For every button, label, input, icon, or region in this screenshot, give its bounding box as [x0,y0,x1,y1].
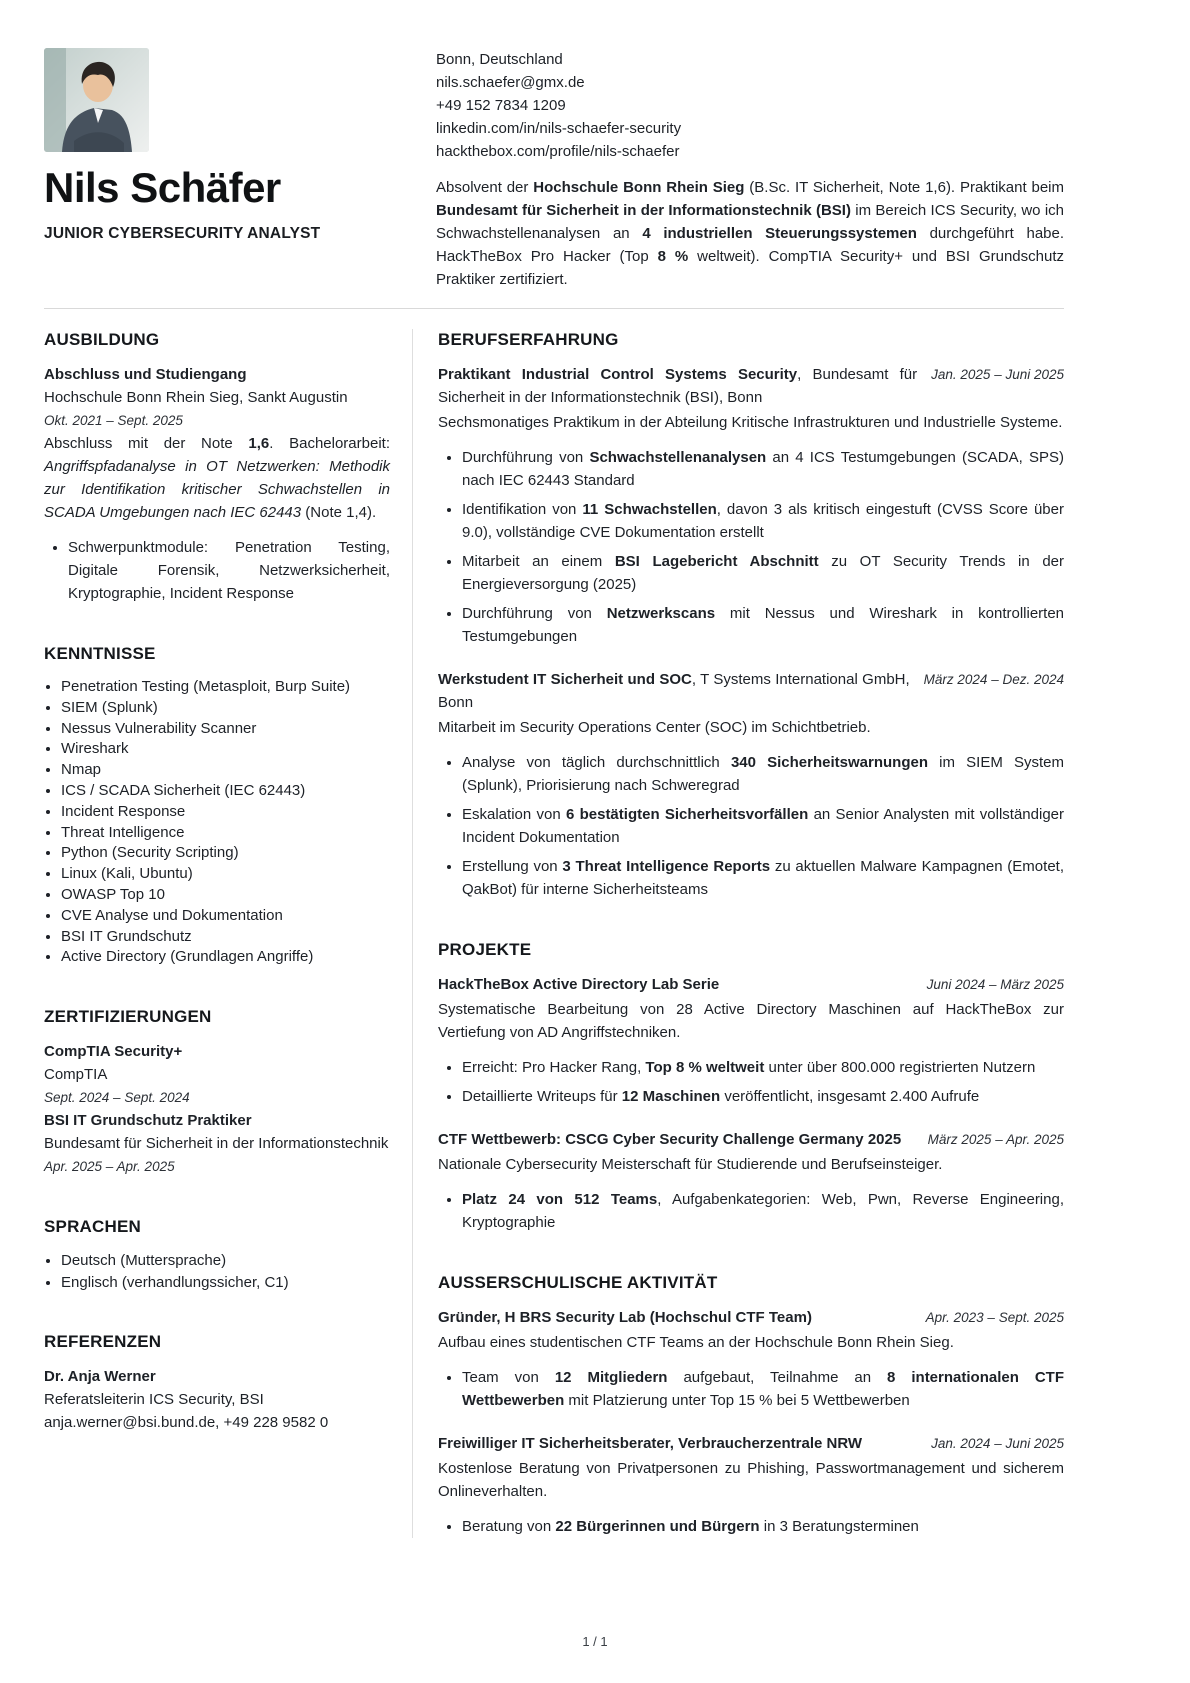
certification-item [44,1109,390,1178]
section-activities [438,1272,1064,1538]
header [0,0,1190,291]
project-title-text: CTF Wettbewerb: CSCG Cyber Security Challenge Germany 2025 [438,1131,902,1148]
left-column [44,329,390,1538]
person-name: Nils Schäfer [44,164,281,211]
certification-org: CompTIA [44,1066,108,1084]
list-item: • SIEM (Splunk) [61,698,390,719]
job-bullet-list [438,751,1064,901]
certification-item [44,1040,390,1109]
activity-bullet-list [438,1515,1064,1538]
job-dates: Jan. 2025 – Juni 2025 [931,367,1064,382]
reference-name: Dr. Anja Werner [44,1368,156,1386]
projects-heading: PROJEKTE [438,940,532,959]
job-summary: Mitarbeit im Security Operations Center (SOC) im Schichtbetrieb. [438,719,871,736]
list-item: • Analyse von täglich durchschnittlich 340 Sicherheitswarnungen im SIEM System (Splunk), Priorisierung nach Schweregrad [462,751,1064,797]
list-item: • Nessus Vulnerability Scanner [61,719,390,740]
profile-photo-image [44,48,149,152]
list-item: • Eskalation von 6 bestätigten Sicherheitsvorfällen an Senior Analysten mit vollständiger Incident Dokumentation [462,803,1064,849]
project-dates: Juni 2024 – März 2025 [926,977,1064,992]
reference-role: Referatsleiterin ICS Security, BSI [44,1391,264,1409]
project-summary: Nationale Cybersecurity Meisterschaft für Studierende und Berufseinsteiger. [438,1156,943,1173]
activity-entry [438,1432,1064,1538]
job-dates: März 2024 – Dez. 2024 [923,672,1064,687]
right-column [412,329,1064,1538]
activity-entry [438,1306,1064,1412]
activity-title-text: Gründer, H BRS Security Lab (Hochschul CTF Team) [438,1309,812,1326]
project-entry [438,1128,1064,1234]
education-dates: Okt. 2021 – Sept. 2025 [44,413,183,428]
section-experience [438,329,1064,901]
project-title [438,1128,1064,1151]
list-item: • Schwerpunktmodule: Penetration Testing, Digitale Forensik, Netzwerksicherheit, Kryptographie, Incident Response [68,536,390,605]
experience-heading: BERUFSERFAHRUNG [438,330,619,349]
education-degree-label: Abschluss und Studiengang [44,366,247,383]
contact-location: Bonn, Deutschland [436,51,563,68]
section-certifications [44,1006,390,1178]
list-item: • Python (Security Scripting) [61,843,390,864]
list-item: • ICS / SCADA Sicherheit (IEC 62443) [61,781,390,802]
list-item: • Nmap [61,760,390,781]
section-references [44,1331,390,1434]
list-item: • Mitarbeit an einem BSI Lagebericht Abschnitt zu OT Security Trends in der Energieversorgung (2025) [462,550,1064,596]
list-item: • Erreicht: Pro Hacker Rang, Top 8 % weltweit unter über 800.000 registrierten Nutzern [462,1056,1064,1079]
education-heading: AUSBILDUNG [44,330,160,349]
list-item: • Englisch (verhandlungssicher, C1) [61,1272,390,1294]
list-item: • Identifikation von 11 Schwachstellen, davon 3 als kritisch eingestuft (CVSS Score über 9.0), vollständige CVE Dokumentation erstellt [462,498,1064,544]
certification-name: CompTIA Security+ [44,1043,183,1061]
list-item: • Platz 24 von 512 Teams, Aufgabenkategorien: Web, Pwn, Reverse Engineering, Kryptographie [462,1188,1064,1234]
activity-title [438,1432,1064,1455]
list-item: • Team von 12 Mitgliedern aufgebaut, Teilnahme an 8 internationalen CTF Wettbewerben mit Platzierung unter Top 15 % bei 5 Wettbewerben [462,1366,1064,1412]
section-projects [438,939,1064,1234]
certification-name: BSI IT Grundschutz Praktiker [44,1112,252,1130]
list-item: • Penetration Testing (Metasploit, Burp Suite) [61,677,390,698]
skills-list [44,677,390,968]
project-title [438,973,1064,996]
header-right [436,48,1064,291]
contact-list [436,48,1064,163]
references-heading: REFERENZEN [44,1332,162,1352]
person-title: JUNIOR CYBERSECURITY ANALYST [44,225,321,242]
list-item: • BSI IT Grundschutz [61,927,390,948]
section-education [44,329,390,605]
project-title-text: HackTheBox Active Directory Lab Serie [438,976,720,993]
list-item: • OWASP Top 10 [61,885,390,906]
certification-org: Bundesamt für Sicherheit in der Informationstechnik [44,1135,389,1153]
experience-entry [438,363,1064,648]
list-item: • CVE Analyse und Dokumentation [61,906,390,927]
list-item: • Active Directory (Grundlagen Angriffe) [61,947,390,968]
contact-email: nils.schaefer@gmx.de [436,74,585,91]
list-item: • Beratung von 22 Bürgerinnen und Bürgern in 3 Beratungsterminen [462,1515,1064,1538]
certification-dates: Sept. 2024 – Sept. 2024 [44,1090,190,1106]
list-item: • Detaillierte Writeups für 12 Maschinen veröffentlicht, insgesamt 2.400 Aufrufe [462,1085,1064,1108]
job-title [438,668,1064,714]
contact-hackthebox: hackthebox.com/profile/nils-schaefer [436,143,680,160]
activity-summary: Aufbau eines studentischen CTF Teams an der Hochschule Bonn Rhein Sieg. [438,1334,954,1351]
project-dates: März 2025 – Apr. 2025 [927,1132,1064,1147]
contact-phone: +49 152 7834 1209 [436,97,566,114]
reference-contact: anja.werner@bsi.bund.de, +49 228 9582 0 [44,1414,329,1432]
project-bullet-list [438,1056,1064,1108]
activity-bullet-list [438,1366,1064,1412]
activity-summary: Kostenlose Beratung von Privatpersonen zu Phishing, Passwortmanagement und sicherem Onlineverhalten. [438,1460,1064,1500]
project-summary: Systematische Bearbeitung von 28 Active Directory Maschinen auf HackTheBox zur Vertiefung von AD Angriffstechniken. [438,1001,1064,1041]
page-number: 1 / 1 [582,1634,608,1649]
list-item: • Linux (Kali, Ubuntu) [61,864,390,885]
profile-summary: Absolvent der Hochschule Bonn Rhein Sieg (B.Sc. IT Sicherheit, Note 1,6). Praktikant beim Bundesamt für Sicherheit in der Informationstechnik (BSI) im Bereich ICS Security, wo ich Schwachstellenanalysen an 4 industriellen Steuerungssystemen durchgeführt habe. HackTheBox Pro Hacker (Top 8 % weltweit). CompTIA Security+ und BSI Grundschutz Praktiker zertifiziert. [436,179,1065,288]
languages-list [44,1250,390,1293]
job-title-text: Werkstudent IT Sicherheit und SOC, T Systems International GmbH, Bonn [438,671,910,711]
activities-heading: AUSSERSCHULISCHE AKTIVITÄT [438,1273,718,1292]
section-skills [44,643,390,968]
certification-dates: Apr. 2025 – Apr. 2025 [44,1159,175,1175]
contact-linkedin: linkedin.com/in/nils-schaefer-security [436,120,682,137]
list-item: • Threat Intelligence [61,823,390,844]
certifications-heading: ZERTIFIZIERUNGEN [44,1007,212,1027]
activity-dates: Jan. 2024 – Juni 2025 [931,1436,1064,1451]
education-details: Abschluss mit der Note 1,6. Bachelorarbeit: Angriffspfadanalyse in OT Netzwerken: Methodik zur Identifikation kritischer Schwachstellen in SCADA Umgebungen nach IEC 62443 (Note 1,4). [44,435,390,521]
job-summary: Sechsmonatiges Praktikum in der Abteilung Kritische Infrastrukturen und Industrielle Systeme. [438,414,1063,431]
job-bullet-list [438,446,1064,648]
profile-photo [44,48,149,152]
list-item: • Deutsch (Muttersprache) [61,1250,390,1272]
list-item: • Durchführung von Netzwerkscans mit Nessus und Wireshark in kontrollierten Testumgebungen [462,602,1064,648]
activity-dates: Apr. 2023 – Sept. 2025 [925,1310,1064,1325]
list-item: • Durchführung von Schwachstellenanalysen an 4 ICS Testumgebungen (SCADA, SPS) nach IEC 62443 Standard [462,446,1064,492]
experience-entry [438,668,1064,901]
education-bullet-list [44,536,390,605]
activity-title [438,1306,1064,1329]
list-item: • Erstellung von 3 Threat Intelligence Reports zu aktuellen Malware Kampagnen (Emotet, QakBot) für interne Sicherheitsteams [462,855,1064,901]
header-left [44,48,390,291]
list-item: • Wireshark [61,739,390,760]
education-school: Hochschule Bonn Rhein Sieg, Sankt Augustin [44,389,348,406]
job-title-text: Praktikant Industrial Control Systems Security, Bundesamt für Sicherheit in der Informationstechnik (BSI), Bonn [438,366,918,406]
skills-heading: KENNTNISSE [44,644,156,663]
job-title [438,363,1064,409]
project-bullet-list [438,1188,1064,1234]
languages-heading: SPRACHEN [44,1217,142,1237]
section-languages [44,1216,390,1293]
content-columns [0,309,1190,1598]
project-entry [438,973,1064,1108]
activity-title-text: Freiwilliger IT Sicherheitsberater, Verbraucherzentrale NRW [438,1435,863,1452]
list-item: • Incident Response [61,802,390,823]
